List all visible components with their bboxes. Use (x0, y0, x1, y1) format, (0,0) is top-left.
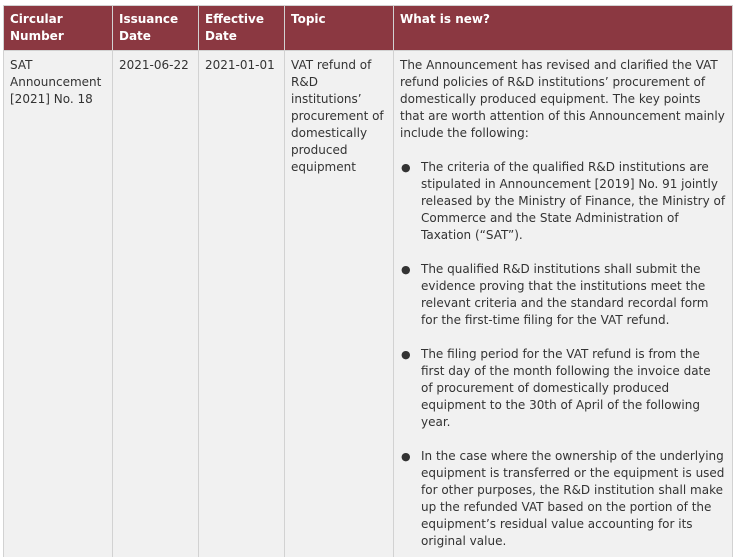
list-item (400, 261, 726, 329)
list-item-text: In the case where the ownership of the underlying equipment is transferred or the equipment is used for other purposes, the R&D institution shall make up the refunded VAT based on the portion of the equipment’s residual value accounting for its original value. (421, 449, 725, 548)
list-item-text: The filing period for the VAT refund is from the first day of the month following the invoice date of procurement of domestically produced equipment to the 30th of April of the following year. (421, 347, 711, 429)
list-item (400, 159, 726, 244)
bullet-icon: ● (401, 348, 411, 361)
cell-circular-number: SAT Announcement [2021] No. 18 (4, 51, 113, 557)
list-item (400, 448, 726, 550)
intro-paragraph: The Announcement has revised and clarified the VAT refund policies of R&D institutions’ procurement of domestically produced equipment. The key points that are worth attention of this Announcement mainly include the following: (400, 58, 725, 140)
cell-effective-date: 2021-01-01 (199, 51, 285, 557)
bullet-icon: ● (401, 263, 411, 276)
table-header-row (4, 6, 733, 51)
cell-issuance-date: 2021-06-22 (113, 51, 199, 557)
list-item-text: The qualified R&D institutions shall submit the evidence proving that the institutions meet the relevant criteria and the standard recordal form for the first-time filing for the VAT refund. (421, 262, 709, 327)
cell-topic: VAT refund of R&D institutions’ procurement of domestically produced equipment (285, 51, 394, 557)
bullet-icon: ● (401, 450, 411, 463)
list-item (400, 346, 726, 431)
header-circular-number: Circular Number (4, 6, 113, 51)
bullet-icon: ● (401, 161, 411, 174)
cell-what-is-new (394, 51, 733, 557)
header-topic: Topic (285, 6, 394, 51)
key-points-list (400, 159, 726, 550)
header-issuance-date: Issuance Date (113, 6, 199, 51)
list-item-text: The criteria of the qualified R&D institutions are stipulated in Announcement [2019] No. 91 jointly released by the Ministry of Finance, the Ministry of Commerce and the State Administration of Taxation (“SAT”). (421, 160, 726, 242)
header-effective-date: Effective Date (199, 6, 285, 51)
header-what-is-new: What is new? (394, 6, 733, 51)
regulations-table (3, 5, 733, 557)
table-row (4, 51, 733, 557)
